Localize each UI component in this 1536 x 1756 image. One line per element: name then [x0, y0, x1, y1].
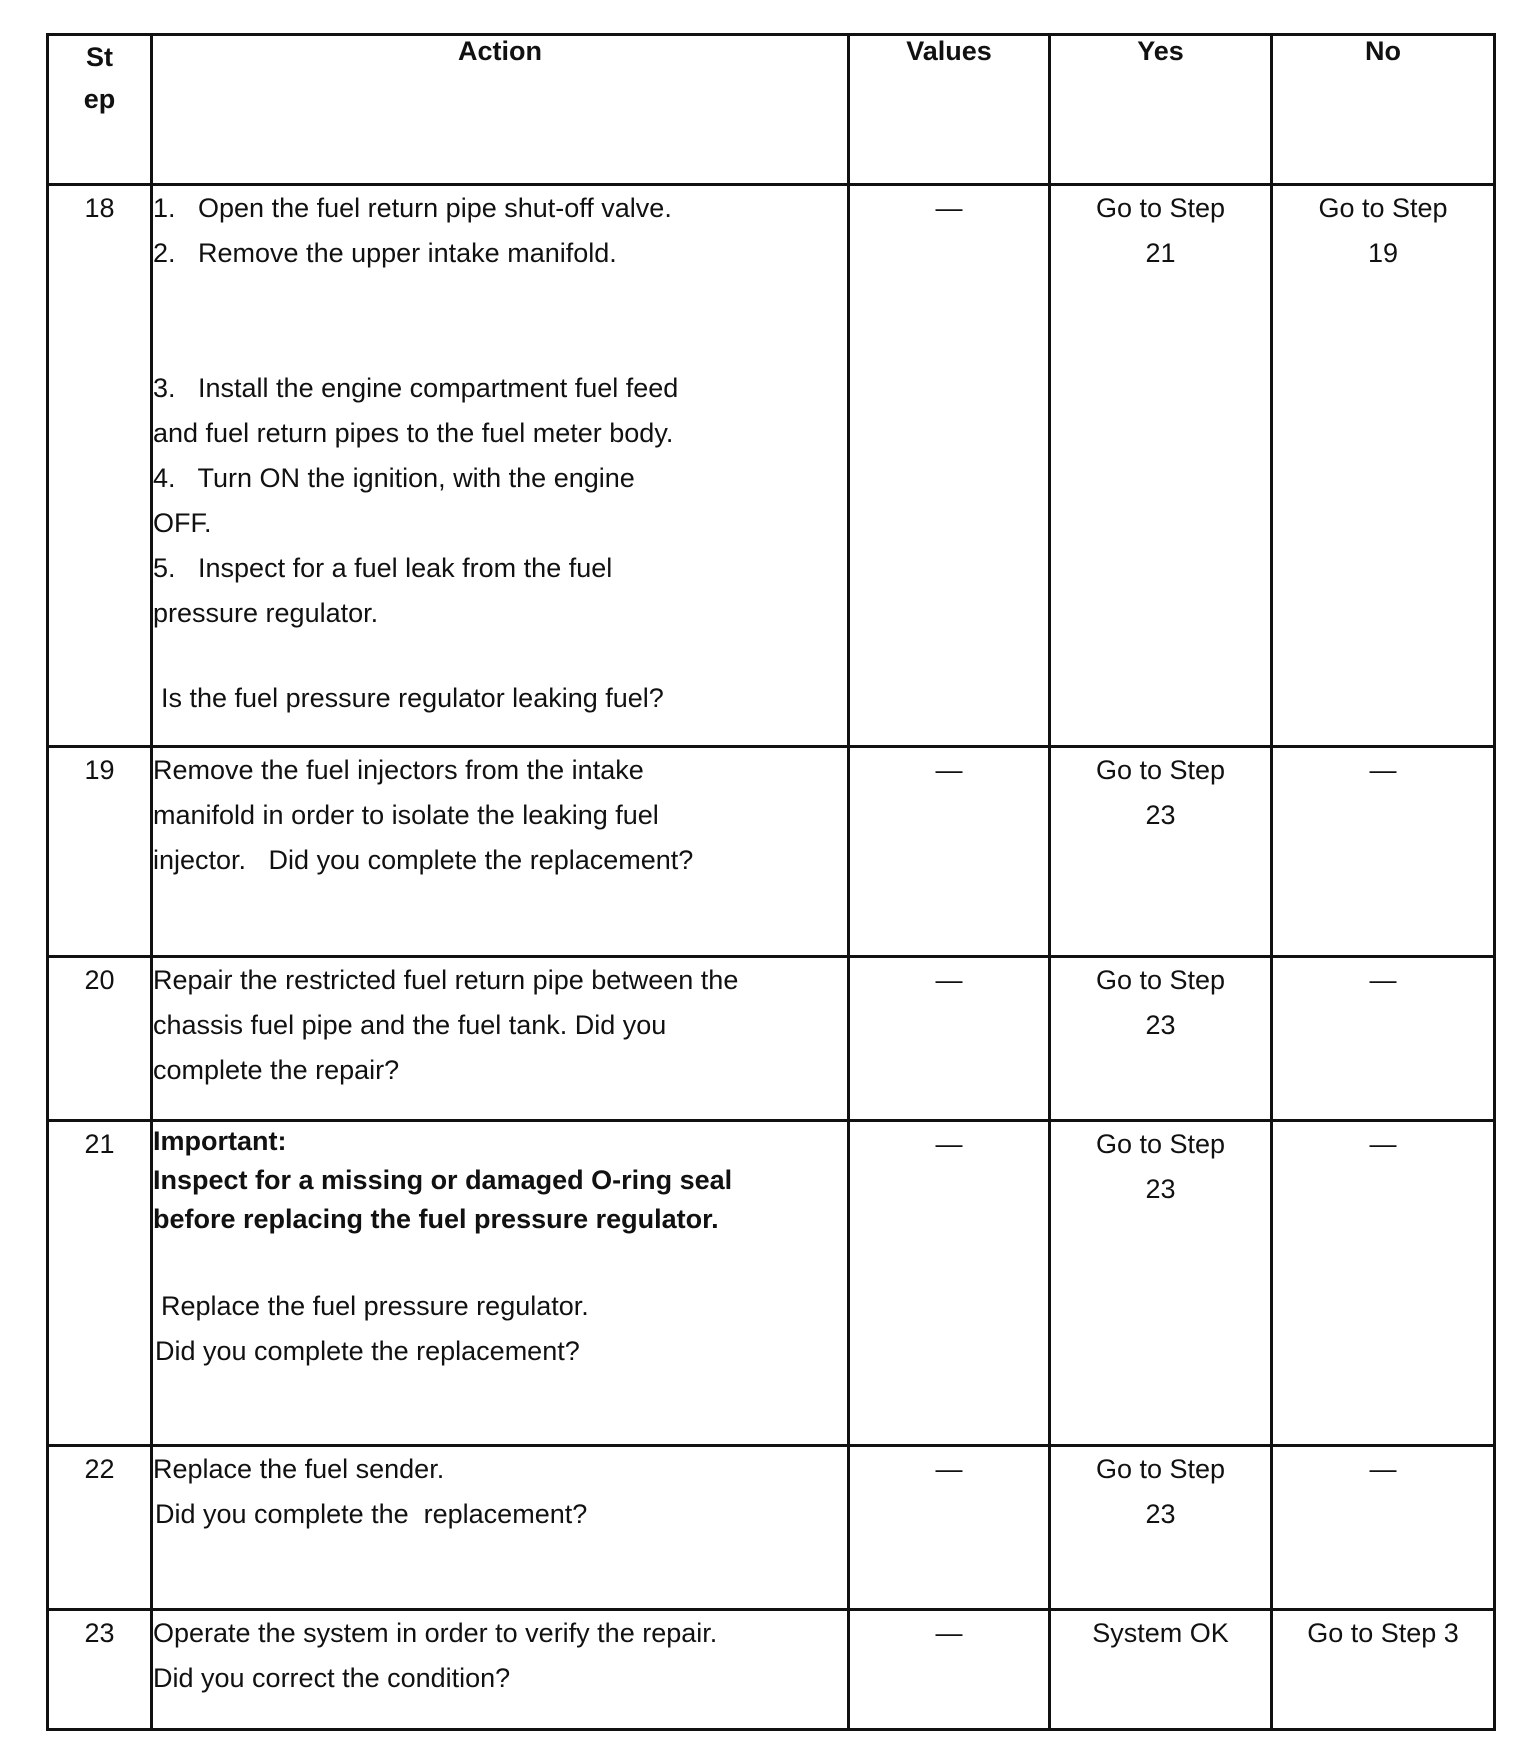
step-number: 20 — [48, 957, 152, 1121]
step-number: 23 — [48, 1610, 152, 1730]
action-cell — [152, 1610, 849, 1730]
yes-cell: System OK — [1050, 1610, 1272, 1730]
action-cell — [152, 957, 849, 1121]
step-number: 22 — [48, 1446, 152, 1610]
no-line1: Go to Step — [1318, 193, 1448, 223]
yes-line1: Go to Step — [1095, 1454, 1226, 1484]
yes-line2: 21 — [1145, 238, 1176, 268]
action-line: 1. Open the fuel return pipe shut-off valve. — [153, 193, 672, 223]
action-line: Did you correct the condition? — [153, 1663, 511, 1693]
step-number: 19 — [48, 747, 152, 957]
important-line: Inspect for a missing or damaged O-ring seal — [153, 1165, 733, 1195]
action-line: Operate the system in order to verify the repair. — [153, 1618, 718, 1648]
yes-cell — [1050, 957, 1272, 1121]
yes-cell — [1050, 1121, 1272, 1446]
action-line: manifold in order to isolate the leaking fuel — [153, 800, 659, 830]
yes-header: Yes — [1050, 35, 1272, 185]
action-line: complete the repair? — [153, 1055, 400, 1085]
important-label: Important: — [153, 1126, 287, 1156]
action-line: Did you complete the replacement? — [155, 1499, 588, 1529]
step-number: 18 — [48, 185, 152, 747]
table-row — [48, 1446, 1495, 1610]
action-cell — [152, 185, 849, 747]
header-row — [48, 35, 1495, 185]
values-cell: — — [849, 957, 1050, 1121]
action-line: Repair the restricted fuel return pipe between the — [153, 965, 739, 995]
values-header: Values — [849, 35, 1050, 185]
step-header — [48, 35, 152, 185]
action-line: 3. Install the engine compartment fuel feed — [153, 373, 679, 403]
table-row — [48, 957, 1495, 1121]
action-line: injector. Did you complete the replacement? — [153, 845, 694, 875]
no-cell: — — [1272, 1121, 1495, 1446]
no-cell — [1272, 185, 1495, 747]
table-row — [48, 1610, 1495, 1730]
yes-line1: Go to Step — [1095, 193, 1226, 223]
action-line: Did you complete the replacement? — [155, 1336, 580, 1366]
action-line: Remove the fuel injectors from the intake — [153, 755, 644, 785]
yes-line2: 23 — [1145, 1499, 1176, 1529]
values-cell: — — [849, 1610, 1050, 1730]
action-header: Action — [152, 35, 849, 185]
values-cell: — — [849, 1446, 1050, 1610]
values-cell: — — [849, 1121, 1050, 1446]
no-header: No — [1272, 35, 1495, 185]
yes-line1: Go to Step — [1095, 755, 1226, 785]
yes-line2: 23 — [1145, 800, 1176, 830]
action-line: Replace the fuel sender. — [153, 1454, 445, 1484]
diagnostic-table — [46, 33, 1496, 1731]
action-line: chassis fuel pipe and the fuel tank. Did you — [153, 1010, 667, 1040]
action-line: 5. Inspect for a fuel leak from the fuel — [153, 553, 613, 583]
step-header-line2: ep — [83, 84, 116, 114]
yes-line2: 23 — [1145, 1174, 1176, 1204]
action-line: 2. Remove the upper intake manifold. — [153, 238, 617, 268]
no-cell: — — [1272, 1446, 1495, 1610]
yes-line1: Go to Step — [1095, 965, 1226, 995]
action-line: Replace the fuel pressure regulator. — [161, 1291, 589, 1321]
yes-line1: Go to Step — [1095, 1129, 1226, 1159]
values-cell: — — [849, 185, 1050, 747]
step-header-line1: St — [86, 42, 113, 72]
yes-cell — [1050, 747, 1272, 957]
yes-cell — [1050, 1446, 1272, 1610]
step-number: 21 — [48, 1121, 152, 1446]
action-line: OFF. — [153, 508, 212, 538]
action-cell — [152, 747, 849, 957]
action-cell — [152, 1121, 849, 1446]
action-question: Is the fuel pressure regulator leaking fuel? — [161, 683, 664, 713]
no-line2: 19 — [1367, 238, 1399, 268]
table-row — [48, 747, 1495, 957]
no-cell: — — [1272, 747, 1495, 957]
action-line: and fuel return pipes to the fuel meter body. — [153, 418, 674, 448]
important-line: before replacing the fuel pressure regulator. — [153, 1204, 719, 1234]
action-line: pressure regulator. — [153, 598, 379, 628]
yes-line2: 23 — [1145, 1010, 1176, 1040]
yes-cell — [1050, 185, 1272, 747]
action-cell — [152, 1446, 849, 1610]
table-row — [48, 1121, 1495, 1446]
action-line: 4. Turn ON the ignition, with the engine — [153, 463, 635, 493]
no-cell: — — [1272, 957, 1495, 1121]
no-cell: Go to Step 3 — [1272, 1610, 1495, 1730]
table-row — [48, 185, 1495, 747]
values-cell: — — [849, 747, 1050, 957]
